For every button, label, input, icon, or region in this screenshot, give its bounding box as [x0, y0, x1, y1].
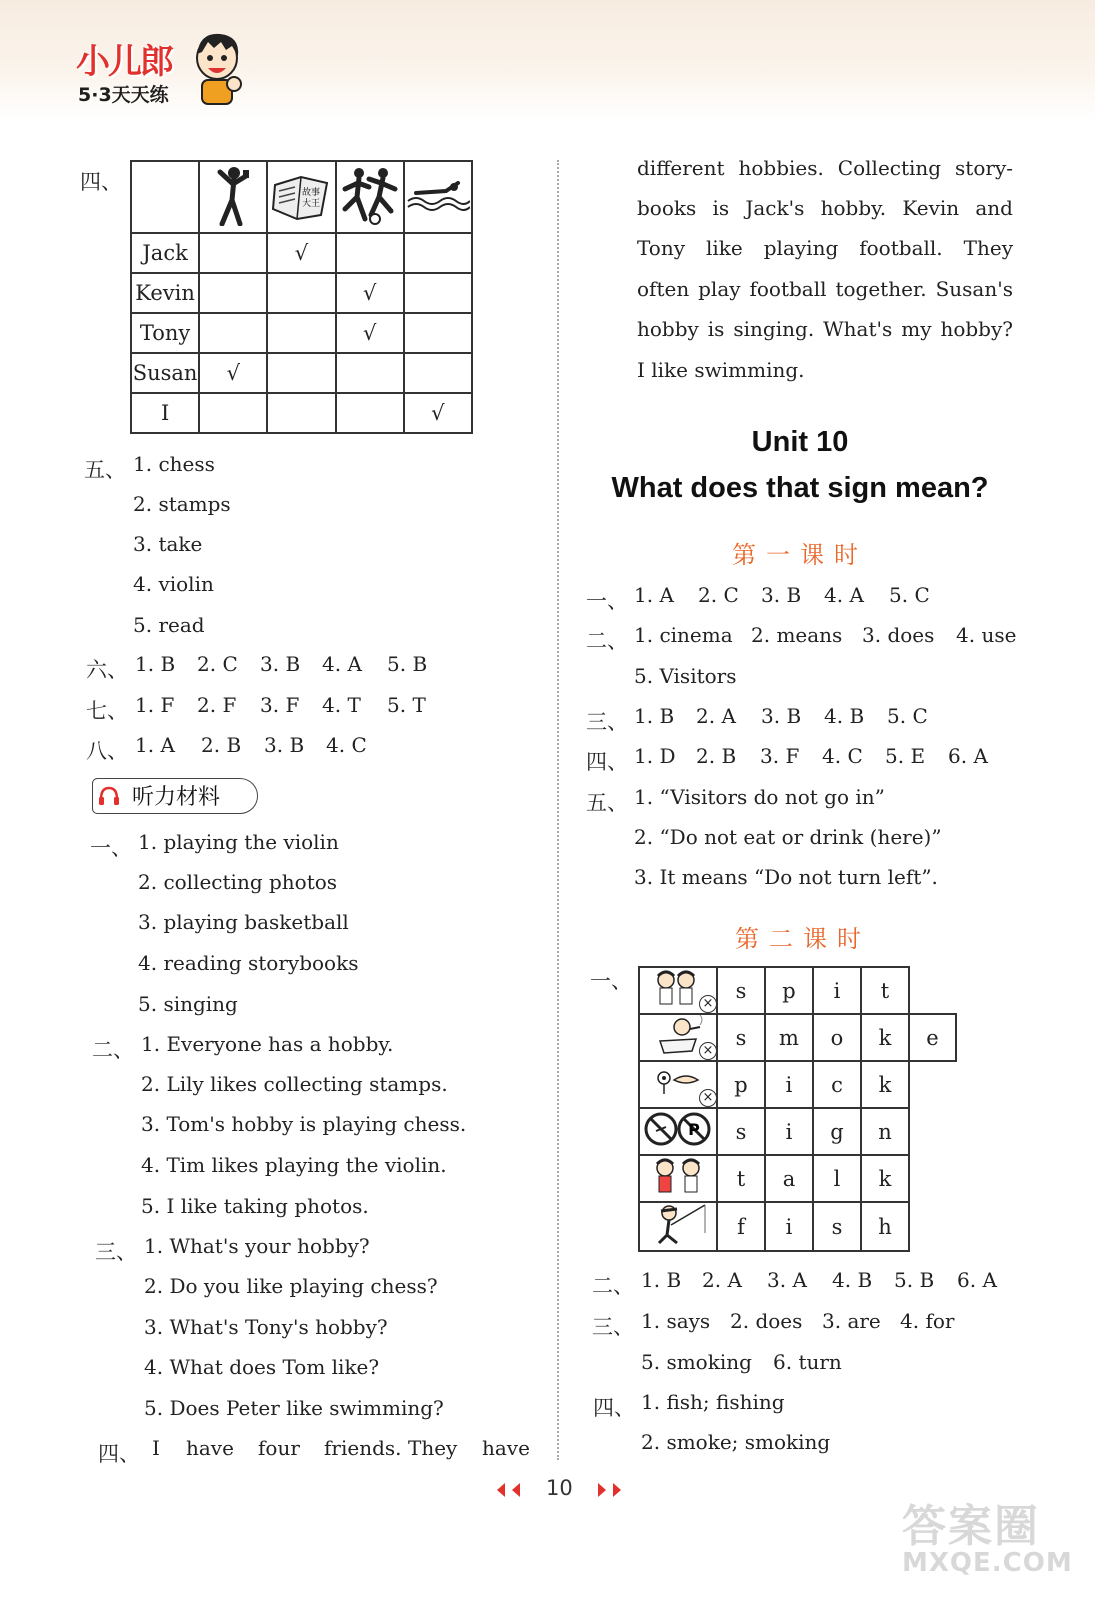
check-cell — [267, 353, 335, 393]
listening-3-label: 三、 — [95, 1240, 137, 1264]
grid-letter: i — [765, 1108, 813, 1155]
table-header-cell — [404, 161, 472, 233]
answer-item: 5. T — [387, 693, 426, 717]
unit-number: Unit 10 — [751, 426, 849, 458]
check-cell — [199, 313, 267, 353]
answer-item: 4. T — [322, 693, 361, 717]
answer-item: 4. Tim likes playing the violin. — [141, 1153, 447, 1177]
q-section-4-label: 四、 — [593, 1396, 635, 1420]
grid-letter: k — [861, 1155, 909, 1202]
grid-letter: h — [861, 1202, 909, 1251]
grid-letter: s — [717, 967, 765, 1014]
answer-item: 1. cinema — [634, 623, 733, 647]
r-section-5-label: 五、 — [586, 791, 628, 815]
answer-item: 5. C — [887, 704, 928, 728]
grid-picture-cell — [639, 967, 717, 1014]
grid-row — [639, 1061, 956, 1108]
page-number: 10 — [546, 1476, 573, 1500]
grid-empty — [909, 967, 956, 1014]
answer-item: 2. A — [702, 1268, 742, 1292]
grid-letter: s — [717, 1108, 765, 1155]
check-cell: √ — [404, 393, 472, 433]
check-cell — [404, 313, 472, 353]
answer-item: 5. singing — [138, 992, 238, 1016]
grid-empty — [909, 1108, 956, 1155]
answer-item: 2. collecting photos — [138, 870, 338, 894]
table-header-cell — [199, 161, 267, 233]
grid-row — [639, 1014, 956, 1061]
grid-letter: l — [813, 1155, 861, 1202]
section-7-label: 七、 — [86, 699, 128, 723]
section-5-label: 五、 — [84, 458, 126, 482]
answer-item: 2. F — [197, 693, 237, 717]
answer-item: 1. D — [634, 744, 676, 768]
answer-item: 1. Everyone has a hobby. — [141, 1032, 394, 1056]
grid-letter: c — [813, 1061, 861, 1108]
listening-4-label: 四、 — [98, 1442, 140, 1466]
series-name: 5·3天天练 — [78, 84, 169, 106]
answer-item: 2. B — [696, 744, 737, 768]
answer-item: 1. B — [135, 652, 176, 676]
check-cell — [404, 353, 472, 393]
grid-picture-cell — [639, 1202, 717, 1251]
grid-letter: n — [861, 1108, 909, 1155]
watermark-url: MXQE.COM — [902, 1548, 1073, 1578]
answer-item: 2. smoke; smoking — [641, 1430, 831, 1454]
r-section-2-label: 二、 — [586, 629, 628, 653]
grid-letter: f — [717, 1202, 765, 1251]
answer-item: 5. Does Peter like swimming? — [144, 1396, 444, 1420]
check-cell — [267, 273, 335, 313]
check-cell — [336, 353, 404, 393]
check-cell — [404, 273, 472, 313]
answer-item: 1. playing the violin — [138, 830, 339, 854]
answer-item: 3. playing basketball — [138, 910, 349, 934]
check-cell — [336, 393, 404, 433]
lesson-2-heading: 第二课时 — [735, 925, 871, 953]
grid-letter: s — [813, 1202, 861, 1251]
passage-word: have — [186, 1436, 234, 1460]
answer-item: 1. A — [634, 583, 674, 607]
word-grid — [638, 966, 957, 1252]
check-cell — [267, 313, 335, 353]
answer-item: 1. A — [135, 733, 175, 757]
answer-item: 3. F — [260, 693, 300, 717]
hobby-table — [130, 160, 473, 434]
answer-item: 1. F — [135, 693, 175, 717]
answer-item: 2. C — [197, 652, 238, 676]
grid-empty — [909, 1155, 956, 1202]
grid-letter: i — [765, 1202, 813, 1251]
grid-row — [639, 1108, 956, 1155]
table-header-cell — [336, 161, 404, 233]
answer-item: 1. B — [641, 1268, 682, 1292]
answer-item: 2. “Do not eat or drink (here)” — [634, 825, 942, 849]
unit-subtitle: What does that sign mean? — [611, 472, 989, 504]
table-corner — [131, 161, 199, 233]
answer-item: 2. stamps — [133, 492, 231, 516]
grid-letter: s — [717, 1014, 765, 1061]
answer-item: 3. It means “Do not turn left”. — [634, 865, 938, 889]
answer-item: 2. B — [201, 733, 242, 757]
check-cell: √ — [199, 353, 267, 393]
q-section-1-label: 一、 — [590, 969, 632, 993]
svg-text:P: P — [688, 1120, 700, 1139]
answer-item: 4. C — [822, 744, 863, 768]
passage-line: hobby is singing. What's my hobby? — [637, 317, 1013, 341]
grid-letter: m — [765, 1014, 813, 1061]
row-name: Tony — [131, 313, 199, 353]
answer-item: 5. read — [133, 613, 205, 637]
football-icon — [339, 165, 401, 225]
row-name: Kevin — [131, 273, 199, 313]
answer-item: 3. A — [767, 1268, 807, 1292]
grid-letter: k — [861, 1061, 909, 1108]
r-section-4-label: 四、 — [586, 750, 628, 774]
answer-item: 1. chess — [133, 452, 215, 476]
grid-letter: a — [765, 1155, 813, 1202]
answer-item: 4. use — [956, 623, 1017, 647]
passage-word: four — [258, 1436, 300, 1460]
passage-line: Tony like playing football. They — [637, 236, 1013, 260]
listening-1-label: 一、 — [90, 836, 132, 860]
mascot-boy-icon — [188, 28, 246, 106]
answer-item: 4. What does Tom like? — [144, 1355, 380, 1379]
grid-picture-cell — [639, 1014, 717, 1061]
check-cell — [199, 233, 267, 273]
grid-empty — [909, 1202, 956, 1251]
prev-arrow-icon — [497, 1483, 505, 1497]
grid-letter: e — [909, 1014, 956, 1061]
storybook-icon — [271, 169, 331, 221]
answer-item: 4. A — [824, 583, 864, 607]
row-name: Jack — [131, 233, 199, 273]
answer-item: 5. C — [889, 583, 930, 607]
check-cell: √ — [267, 233, 335, 273]
answer-item: 5. B — [387, 652, 428, 676]
grid-picture-cell — [639, 1061, 717, 1108]
answer-item: 1. fish; fishing — [641, 1390, 785, 1414]
listening-2-label: 二、 — [92, 1038, 134, 1062]
check-cell — [199, 273, 267, 313]
answer-item: 2. means — [751, 623, 843, 647]
grid-letter: t — [861, 967, 909, 1014]
prev-arrow-icon — [512, 1483, 520, 1497]
grid-row — [639, 1155, 956, 1202]
grid-letter: o — [813, 1014, 861, 1061]
fishing-icon — [647, 1203, 709, 1245]
answer-item: 3. take — [133, 532, 203, 556]
passage-line: often play football together. Susan's — [637, 277, 1013, 301]
brand-logo: 小儿郎 — [76, 42, 172, 82]
answer-item: 2. A — [696, 704, 736, 728]
grid-row — [639, 1202, 956, 1251]
grid-letter: g — [813, 1108, 861, 1155]
passage-word: They — [408, 1436, 458, 1460]
prohibited-mark-icon: × — [699, 1089, 717, 1107]
answer-item: 4. B — [824, 704, 865, 728]
passage-line: books is Jack's hobby. Kevin and — [637, 196, 1013, 220]
section-6-label: 六、 — [86, 658, 128, 682]
r-section-1-label: 一、 — [586, 589, 628, 613]
column-divider — [557, 160, 559, 1460]
passage-line: different hobbies. Collecting story- — [637, 156, 1013, 180]
answer-item: 3. B — [761, 583, 802, 607]
answer-item: 3. Tom's hobby is playing chess. — [141, 1112, 467, 1136]
watermark — [902, 1490, 1073, 1578]
answer-item: 6. A — [957, 1268, 997, 1292]
svg-text:故事: 故事 — [302, 187, 321, 198]
answer-item: 3. F — [760, 744, 800, 768]
q-section-2-label: 二、 — [592, 1274, 634, 1298]
answer-item: 4. violin — [133, 572, 214, 596]
grid-letter: t — [717, 1155, 765, 1202]
answer-item: 4. reading storybooks — [138, 951, 359, 975]
prohibited-mark-icon: × — [699, 1042, 717, 1060]
grid-picture-cell — [639, 1155, 717, 1202]
grid-letter: i — [813, 967, 861, 1014]
next-arrow-icon — [613, 1483, 621, 1497]
grid-letter: p — [765, 967, 813, 1014]
table-row — [131, 393, 472, 433]
row-name: Susan — [131, 353, 199, 393]
answer-item: 5. B — [894, 1268, 935, 1292]
q-section-3-label: 三、 — [592, 1315, 634, 1339]
answer-item: 4. B — [832, 1268, 873, 1292]
next-arrow-icon — [598, 1483, 606, 1497]
answer-item: 1. says — [641, 1309, 711, 1333]
answer-item: 1. B — [634, 704, 675, 728]
passage-word: have — [482, 1436, 530, 1460]
swimming-icon — [406, 175, 470, 215]
table-row — [131, 233, 472, 273]
table-header-cell — [267, 161, 335, 233]
grid-letter: k — [861, 1014, 909, 1061]
section-8-label: 八、 — [86, 739, 128, 763]
passage-line: I like swimming. — [637, 358, 805, 382]
answer-item: 3. B — [761, 704, 802, 728]
check-cell: √ — [336, 273, 404, 313]
passage-word: friends. — [324, 1436, 402, 1460]
answer-item: 4. A — [322, 652, 362, 676]
answer-item: 6. turn — [773, 1350, 842, 1374]
grid-empty — [909, 1061, 956, 1108]
check-cell — [336, 233, 404, 273]
check-cell: √ — [336, 313, 404, 353]
answer-item: 4. for — [900, 1309, 955, 1333]
answer-item: 1. What's your hobby? — [144, 1234, 370, 1258]
grid-row — [639, 967, 956, 1014]
check-cell — [404, 233, 472, 273]
answer-item: 2. Do you like playing chess? — [144, 1274, 438, 1298]
check-cell — [267, 393, 335, 433]
answer-item: 2. does — [730, 1309, 803, 1333]
answer-item: 5. I like taking photos. — [141, 1194, 369, 1218]
section-4-label: 四、 — [80, 170, 122, 194]
check-cell — [199, 393, 267, 433]
answer-item: 3. does — [862, 623, 935, 647]
answer-item: 3. B — [260, 652, 301, 676]
table-row — [131, 313, 472, 353]
watermark-text: 答案圈 — [902, 1501, 1040, 1552]
answer-item: 1. “Visitors do not go in” — [634, 785, 885, 809]
headphones-icon — [98, 786, 120, 806]
grid-letter: p — [717, 1061, 765, 1108]
singing-icon — [210, 164, 256, 226]
answer-item: 2. Lily likes collecting stamps. — [141, 1072, 448, 1096]
r-section-3-label: 三、 — [586, 710, 628, 734]
answer-item: 5. Visitors — [634, 664, 737, 688]
answer-item: 5. E — [885, 744, 926, 768]
table-row — [131, 273, 472, 313]
listening-material-title: 听力材料 — [132, 785, 221, 810]
lesson-1-heading: 第一课时 — [732, 541, 868, 569]
prohibited-mark-icon: × — [699, 995, 717, 1013]
answer-item: 4. C — [326, 733, 367, 757]
grid-letter: i — [765, 1061, 813, 1108]
row-name: I — [131, 393, 199, 433]
answer-item: 5. smoking — [641, 1350, 752, 1374]
table-row — [131, 353, 472, 393]
svg-text:大王: 大王 — [302, 198, 321, 209]
grid-picture-cell — [639, 1108, 717, 1155]
answer-item: 3. B — [264, 733, 305, 757]
passage-word: I — [152, 1436, 160, 1460]
answer-item: 3. What's Tony's hobby? — [144, 1315, 388, 1339]
talking-icon — [647, 1156, 709, 1196]
no-sign-icon — [644, 1109, 712, 1149]
answer-item: 2. C — [698, 583, 739, 607]
answer-item: 3. are — [822, 1309, 881, 1333]
answer-item: 6. A — [948, 744, 988, 768]
